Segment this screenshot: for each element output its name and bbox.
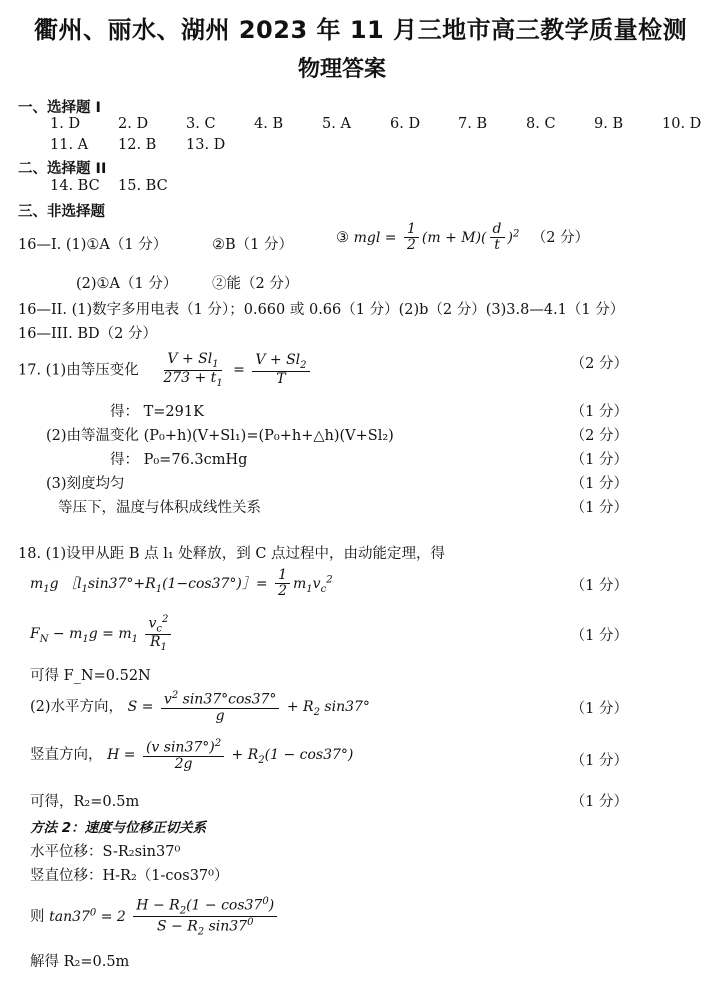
answer-item: 6. D [390,116,421,132]
mc1-answers-row1 [50,116,701,132]
answer-item: 14. BC [50,178,100,194]
q17-line2: 得： T=291K [110,404,204,420]
q17-line6: 等压下，温度与体积成线性关系 [58,500,261,516]
method2-line1: 水平位移：S-R₂sin37⁰ [30,844,181,860]
page-title: 衢州、丽水、湖州 2023 年 11 月三地市高三教学质量检测 [34,16,688,44]
method2-tan-eq: 则 $\tan 37^0 = 2$ $\frac{H - R_2(1 - \cos 37^0)}{S - R_2 \sin 37^0}$ [30,896,280,938]
section-heading-mc1: 一、选择题 I [18,100,101,116]
answer-item: 13. D [186,137,226,153]
q18-line5-points: （1 分） [570,701,628,717]
q17-line1: 17. (1)由等压变化 $\frac{V + Sl_1}{273 + t_1}$ = $\frac{V + Sl_2}{T}$ [18,352,313,389]
answer-item: 12. B [118,137,157,153]
q16-i-line1-b: ②B（1 分） [212,237,293,253]
answer-item: 4. B [254,116,284,132]
q16-i-line2-a: (2)①A（1 分） [76,276,178,292]
q18-line2-points: （1 分） [570,578,628,594]
answer-item: 15. BC [118,178,168,194]
mc2-answers [50,178,168,194]
answer-item: 11. A [50,137,89,153]
q18-vertical-eq: 竖直方向， H = $\frac{(v \sin 37^\circ)^2}{2g}$ + $R_2(1 - \cos 37^\circ)$ [30,738,354,773]
q17-line5-points: （1 分） [570,476,628,492]
q18-line1: 18. (1)设甲从距 B 点 l₁ 处释放，到 C 点过程中，由动能定理，得 [18,546,446,562]
q18-line3-points: （1 分） [570,628,628,644]
q18-line6-points: （1 分） [570,753,628,769]
q18-line7: 可得，R₂=0.5m [30,794,140,810]
section-heading-mc2: 二、选择题 II [18,161,107,177]
section-heading-free: 三、非选择题 [18,204,105,220]
q16-ii: 16—II. (1)数字多用电表（1 分）；0.660 或 0.66（1 分）(2)b（2 分）(3)3.8—4.1（1 分） [18,302,625,318]
answer-item: 2. D [118,116,149,132]
q16-i-line2-b: ②能（2 分） [212,276,299,292]
q17-line3: (2)由等温变化 (P₀+h)(V+Sl₁)=(P₀+h+△h)(V+Sl₂) [46,428,394,444]
answer-item: 5. A [322,116,351,132]
mc1-answers-row2 [50,137,225,153]
q18-line4: 可得 F_N=0.52N [30,668,151,684]
q17-line3-points: （2 分） [570,428,628,444]
method2-title: 方法 2：速度与位移正切关系 [30,820,207,836]
q17-line4: 得： P₀=76.3cmHg [110,452,248,468]
answer-item: 7. B [458,116,488,132]
q18-line7-points: （1 分） [570,794,628,810]
page-subtitle: 物理答案 [298,57,387,82]
q17-line5: (3)刻度均匀 [46,476,125,492]
q17-line2-points: （1 分） [570,404,628,420]
q16-i-line1-a: 16—I. (1)①A（1 分） [18,237,168,253]
q16-iii: 16—III. BD（2 分） [18,326,157,342]
q16-i-formula: ③ mgl = $\frac{1}{2}$ (m + M)( $\frac{d}{t}$ )$^2$ （2 分） [336,221,590,254]
q18-energy-eq: $m_1g$ $[l_1\sin 37^\circ+R_1(1-\cos 37^\circ)]=$ $\frac{1}{2}$ $m_1v_c^2$ [30,567,333,600]
answer-item: 8. C [526,116,556,132]
answer-item: 1. D [50,116,81,132]
q18-force-eq: $F_N - m_1g = m_1$ $\frac{v_c^2}{R_1}$ [30,614,174,653]
method2-line2: 竖直位移：H-R₂（1-cos37⁰） [30,868,229,884]
answer-item: 9. B [594,116,624,132]
q17-line1-points: （2 分） [570,356,628,372]
answer-item: 10. D [662,116,701,132]
isobaric-equation: $\frac{V + Sl_1}{273 + t_1}$ = $\frac{V + Sl_2}{T}$ [157,362,312,378]
method2-line4: 解得 R₂=0.5m [30,954,130,970]
energy-equation: mgl = $\frac{1}{2}$ (m + M)( $\frac{d}{t}$ )$^2$ [353,221,520,254]
q18-horizontal-eq: (2)水平方向， S = $\frac{v^2 \sin 37^\circ\cos 37^\circ}{g}$ + $R_2$ sin37° [30,690,370,725]
answer-item: 3. C [186,116,216,132]
q17-line4-points: （1 分） [570,452,628,468]
q17-line6-points: （1 分） [570,500,628,516]
